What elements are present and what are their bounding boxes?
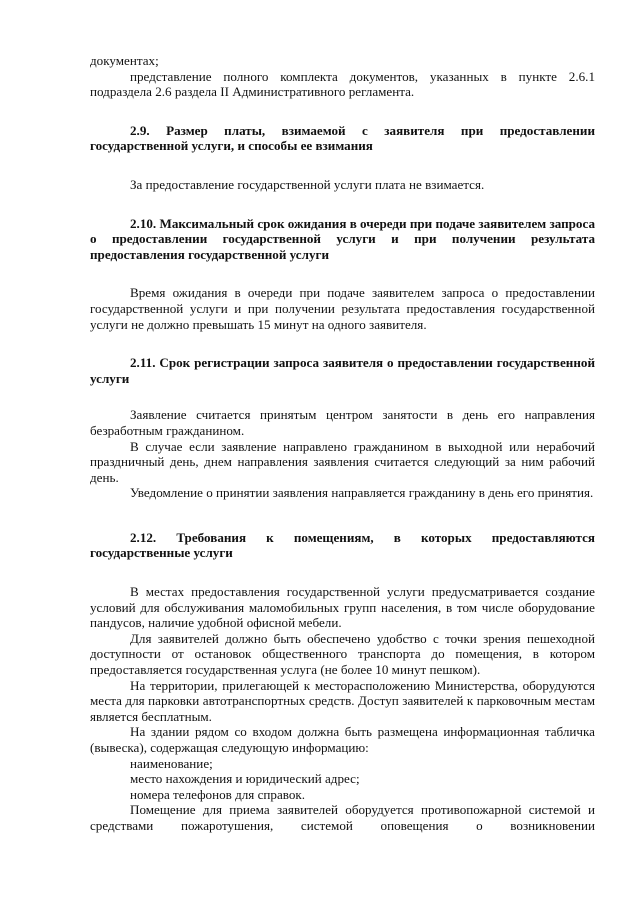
section-2-10-paragraph-1: Время ожидания в очереди при подаче заявителем запроса о предоставлении государственной услуги и при получении результата предоставления государственной услуги не должно превышать 15 минут на одного заявителя. bbox=[90, 285, 595, 332]
section-2-10-heading: 2.10. Максимальный срок ожидания в очереди при подаче заявителем запроса о предоставлении государственной услуги и при получении результата предоставления государственной услуги bbox=[90, 215, 595, 262]
section-2-11-paragraph-3: Уведомление о принятии заявления направляется гражданину в день его принятия. bbox=[130, 485, 594, 501]
section-2-9-paragraph-1: За предоставление государственной услуги плата не взимается. bbox=[130, 176, 485, 192]
intro-line-2: представление полного комплекта документов, указанных в пункте 2.6.1 подраздела 2.6 раздела II Административного регламента. bbox=[90, 68, 595, 100]
section-2-9-heading: 2.9. Размер платы, взимаемой с заявителя при предоставлении государственной услуги, и способы ее взимания bbox=[90, 122, 595, 154]
section-2-12-paragraph-3: На территории, прилегающей к месторасположению Министерства, оборудуются места для парковки автотранспортных средств. Доступ заявителей к парковочным местам является бесплатным. bbox=[90, 677, 595, 724]
section-2-11-heading: 2.11. Срок регистрации запроса заявителя о предоставлении государственной услуги bbox=[90, 355, 595, 386]
section-2-11-paragraph-2: В случае если заявление направлено гражданином в выходной или нерабочий праздничный день, днем направления заявления считается следующий за ним рабочий день. bbox=[90, 438, 595, 485]
section-2-11-paragraph-1: Заявление считается принятым центром занятости в день его направления безработным гражданином. bbox=[90, 407, 595, 438]
list-item: номера телефонов для справок. bbox=[130, 786, 306, 802]
list-item: место нахождения и юридический адрес; bbox=[130, 771, 360, 787]
section-2-12-paragraph-5: Помещение для приема заявителей оборудуется противопожарной системой и средствами пожаротушения, системой оповещения о возникновении bbox=[90, 802, 595, 833]
section-2-12-heading: 2.12. Требования к помещениям, в которых предоставляются государственные услуги bbox=[90, 529, 595, 561]
list-item: наименование; bbox=[130, 755, 213, 771]
intro-line-1: документах; bbox=[90, 53, 159, 68]
section-2-12-paragraph-2: Для заявителей должно быть обеспечено удобство с точки зрения пешеходной доступности от остановок общественного транспорта до помещения, в котором предоставляется государственная услуга (не более 10 минут пешком). bbox=[90, 630, 595, 678]
section-2-12-paragraph-1: В местах предоставления государственной услуги предусматривается создание условий для обслуживания маломобильных групп населения, в том числе оборудование пандусов, наличие удобной офисной мебели. bbox=[90, 584, 595, 631]
section-2-12-paragraph-4: На здании рядом со входом должна быть размещена информационная табличка (вывеска), содержащая следующую информацию: bbox=[90, 724, 595, 755]
